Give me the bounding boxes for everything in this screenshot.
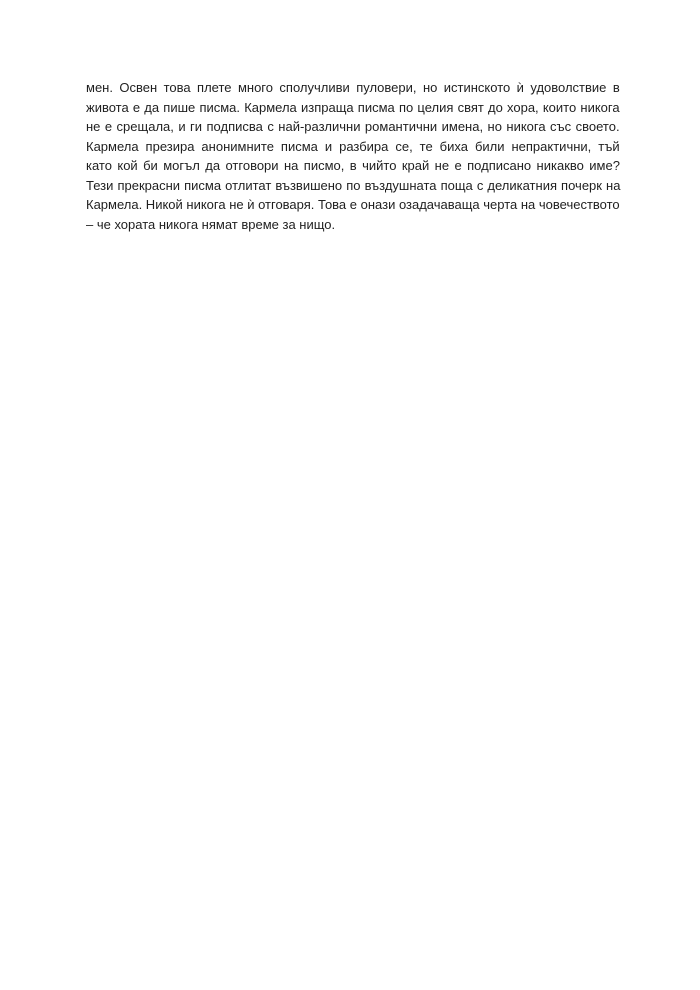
text-line: като кой би могъл да отговори на писмо, в чийто край не е подписано никакво име? — [86, 158, 620, 173]
text-line: не е срещала, и ги подписва с най-различни романтични имена, но никога със своето. — [86, 119, 620, 134]
text-line: – че хората никога нямат време за нищо. — [86, 216, 336, 232]
text-line: Кармела. Никой никога не ѝ отговаря. Това е онази озадачаваща черта на човечеството — [86, 197, 620, 212]
text-line: живота е да пише писма. Кармела изпраща писма по целия свят до хора, които никога — [86, 99, 620, 115]
body-paragraph — [86, 78, 620, 234]
text-line: мен. Освен това плете много сполучливи пуловери, но истинското ѝ удоволствие в — [86, 80, 620, 95]
text-line: Кармела презира анонимните писма и разбира се, те биха били непрактични, тъй — [86, 138, 620, 154]
text-line: Тези прекрасни писма отлитат възвишено по въздушната поща с деликатния почерк на — [86, 177, 621, 193]
